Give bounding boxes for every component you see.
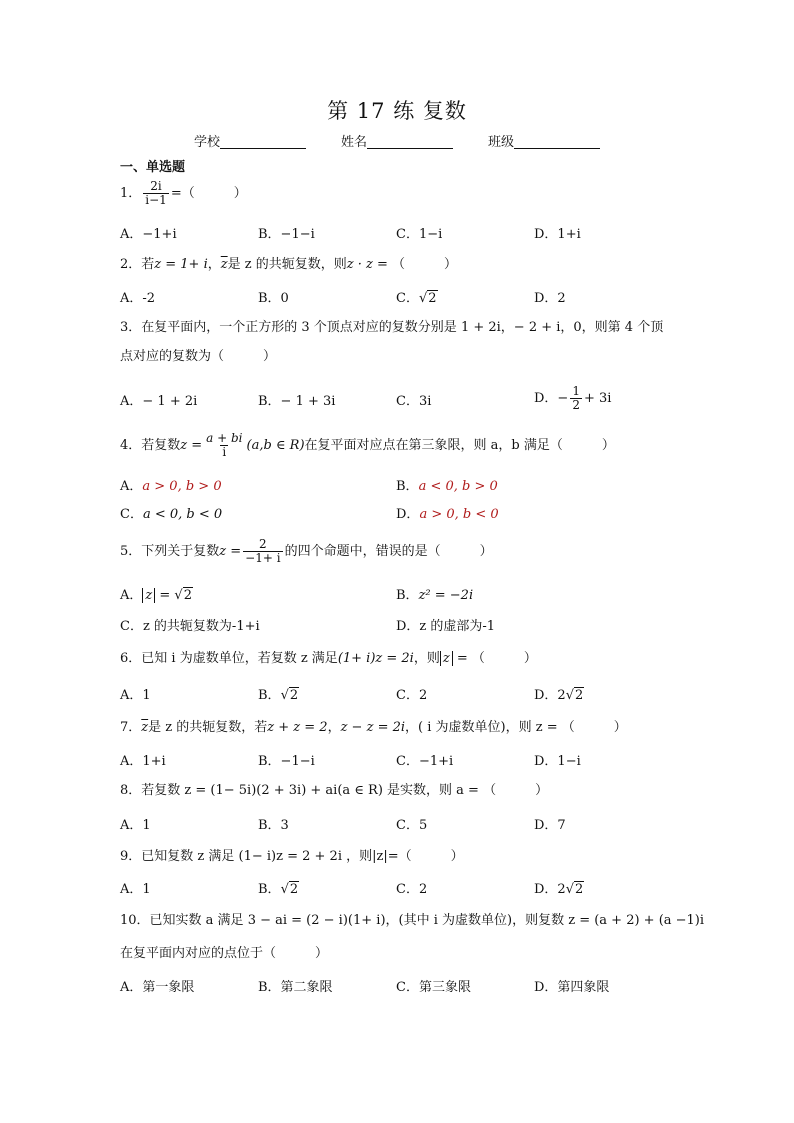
q5-option-a [120,589,193,602]
q5-a-radicand: 2 [183,588,192,603]
sqrt-symbol: √2 [565,882,584,897]
q4-d-text: a > 0, b < 0 [419,507,499,522]
q9-option-c: C．2 [396,882,428,897]
sqrt-symbol: √2 [174,588,192,603]
q4-prefix: 4．若复数 [120,438,181,453]
q10-option-c: C．第三象限 [396,980,471,995]
q7-zbar: $\overline{z}$ [141,720,149,735]
q5-option-d: D．z 的虚部为-1 [396,619,496,634]
q5-b-text: z² = −2i [418,588,474,603]
q6-option-b [258,689,299,702]
q6-d-radicand: 2 [575,688,584,703]
q9-d-radicand: 2 [575,882,584,897]
q6-absz: z [440,651,453,666]
q2-option-a: A．-2 [120,291,156,306]
q2-c-label: C． [396,291,419,306]
q7-option-d: D．1−i [534,754,581,769]
q6-option-d [534,689,584,702]
q1-numerator: 2i [150,179,162,193]
q1-option-a: A．−1+i [120,227,177,242]
question-1 [120,180,247,207]
q6-b-radicand: 2 [289,688,299,703]
question-6 [120,652,537,665]
q5-tail: 的四个命题中，错误的是（ ） [284,544,493,559]
q6-tail: = （ ） [452,651,537,666]
q3-option-c: C．3i [396,394,432,409]
q7-option-c: C．−1+i [396,754,454,769]
q4-option-d [396,508,499,521]
q1-option-d: D．1+i [534,227,581,242]
question-4 [120,432,615,459]
q2-option-b: B．0 [258,291,289,306]
q2-condition: z = 1+ i [154,257,208,272]
q7-eq-2: z − z = 2i [340,720,406,735]
q1-tail: =（ ） [170,186,247,201]
q4-fraction [204,432,244,459]
name-label: 姓名 [341,135,368,150]
q5-prefix: 5．下列关于复数 [120,544,220,559]
question-2 [120,258,457,271]
q2-text-1: 2．若 [120,257,155,272]
q1-option-b: B．−1−i [258,227,315,242]
q4-option-b [396,480,498,493]
class-field [488,136,600,149]
q6-prefix: 6．已知 i 为虚数单位，若复数 z 满足 [120,651,338,666]
q8-option-a: A．1 [120,818,151,833]
q1-denominator: i−1 [145,193,167,207]
name-field [341,136,453,149]
q1-fraction [143,180,169,207]
q5-fraction [243,538,282,565]
q7-eq-1: z + z = 2 [267,720,328,735]
q4-option-c [120,508,222,521]
q6-expr: (1+ i)z = 2i [337,651,414,666]
q10-option-a: A．第一象限 [120,980,195,995]
school-field [194,136,306,149]
q2-text-4: = （ ） [372,257,458,272]
q7-prefix: 7． [120,720,142,735]
q2-zbar: $\overline{z}$ [220,257,228,272]
class-label: 班级 [488,135,515,150]
question-10-line-1: 10．已知实数 a 满足 3 − ai = (2 − i)(1+ i)，(其中 i 为虚数单位)，则复数 z = (a + 2) + (a −1)i [120,913,705,928]
question-5 [120,538,493,565]
q4-b-text: a < 0, b > 0 [418,479,498,494]
q3-d-denominator: 2 [572,398,580,412]
q5-a-eq: = [155,588,175,603]
q9-d-label: D．2 [534,882,566,897]
q3-option-a: A．− 1 + 2i [120,394,198,409]
q1-option-c: C．1−i [396,227,443,242]
q5-denominator: −1+ i [245,551,281,565]
q8-option-b: B．3 [258,818,289,833]
q6-d-label: D．2 [534,688,566,703]
q5-option-c: C．z 的共轭复数为-1+i [120,619,260,634]
q7-option-a: A．1+i [120,754,166,769]
q3-d-numerator: 1 [572,384,580,398]
q3-option-d [534,385,611,412]
q9-b-radicand: 2 [289,882,299,897]
q5-b-label: B． [396,588,419,603]
q9-option-b [258,883,299,896]
q2-option-d: D．2 [534,291,566,306]
school-label: 学校 [194,135,221,150]
sqrt-symbol: √2 [280,688,299,703]
q4-d-label: D． [396,507,420,522]
q8-option-c: C．5 [396,818,428,833]
sqrt-symbol: √2 [418,291,437,306]
q4-a-label: A． [120,479,143,494]
q3-d-label: D．− [534,391,569,406]
q2-option-c [396,292,438,305]
q5-a-label: A． [120,588,143,603]
q5-numerator: 2 [259,537,267,551]
q7-text-1: 是 z 的共轭复数，若 [148,720,268,735]
q5-z: z = [219,544,242,559]
sqrt-symbol: √2 [565,688,584,703]
q4-c-text: a < 0, b < 0 [142,507,223,522]
q9-option-a: A．1 [120,882,151,897]
q10-option-b: B．第二象限 [258,980,333,995]
q9-option-d [534,883,584,896]
q9-b-label: B． [258,882,281,897]
q3-option-b: B．− 1 + 3i [258,394,336,409]
question-10-line-2: 在复平面内对应的点位于（ ） [120,946,329,961]
class-blank [514,136,600,149]
q2-c-radicand: 2 [428,291,437,306]
q7-option-b: B．−1−i [258,754,315,769]
question-3-line-2: 点对应的复数为（ ） [120,349,277,364]
q4-b-label: B． [396,479,419,494]
question-3-line-1: 3．在复平面内，一个正方形的 3 个顶点对应的复数分别是 1 + 2i，− 2 + i，0，则第 4 个顶 [120,320,664,335]
q4-option-a [120,480,222,493]
q5-option-b [396,589,473,602]
q2-expr: z · z [346,257,373,272]
name-blank [367,136,453,149]
question-9: 9．已知复数 z 满足 (1− i)z = 2 + 2i ，则|z|=（ ） [120,849,464,864]
q5-a-absz: z [142,588,155,603]
q7-text-2: ， [327,720,341,735]
q2-text-2: ， [207,257,221,272]
q4-z: z = [180,438,203,453]
q4-denominator: i [222,445,227,459]
q4-tail: 在复平面对应点在第三象限，则 a，b 满足（ ） [304,438,615,453]
sqrt-symbol: √2 [280,882,299,897]
section-heading: 一、单选题 [120,160,186,175]
q4-condition: (a,b ∈ R) [246,438,305,453]
q4-a-text: a > 0, b > 0 [142,479,222,494]
page-title: 第 17 练 复数 [327,99,467,123]
q10-option-d: D．第四象限 [534,980,610,995]
q8-option-d: D．7 [534,818,566,833]
q6-option-c: C．2 [396,688,428,703]
question-8: 8．若复数 z = (1− 5i)(2 + 3i) + ai(a ∈ R) 是实数，则 a = （ ） [120,783,549,798]
q4-numerator: a + bi [206,431,243,445]
q6-mid: ，则 [413,651,440,666]
q3-d-tail: + 3i [583,391,612,406]
school-blank [220,136,306,149]
q1-number: 1． [120,186,142,201]
q4-c-label: C． [120,507,143,522]
q2-text-3: 是 z 的共轭复数，则 [227,257,347,272]
q7-text-3: ，( i 为虚数单位)，则 z = （ ） [405,720,627,735]
q6-b-label: B． [258,688,281,703]
q3-d-fraction [570,385,582,412]
q6-option-a: A．1 [120,688,151,703]
question-7 [120,721,627,734]
